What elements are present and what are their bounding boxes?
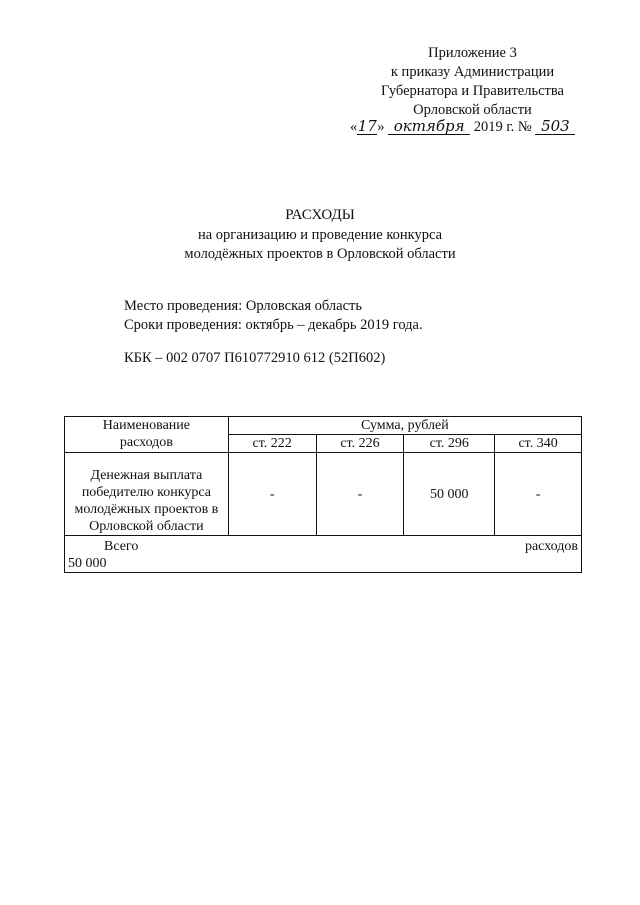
row-name-cell <box>65 453 229 536</box>
appendix-title: Приложение 3 <box>428 45 517 61</box>
header-col-340: ст. 340 <box>495 435 582 453</box>
document-subtitle-line1: на организацию и проведение конкурса <box>197 227 443 243</box>
date-day-handwritten: 17 <box>357 117 377 135</box>
order-number-handwritten: 503 <box>535 118 575 135</box>
row-value-222: - <box>228 453 316 536</box>
date-year-number-label: 2019 г. № <box>473 119 532 135</box>
appendix-region-line: Орловской области <box>413 102 532 118</box>
document-subtitle-line2: молодёжных проектов в Орловской области <box>184 246 456 262</box>
header-col-226: ст. 226 <box>316 435 404 453</box>
row-value-226: - <box>316 453 404 536</box>
appendix-block <box>345 44 600 120</box>
total-label-right: расходов <box>524 539 578 554</box>
date-month-handwritten: октября <box>388 118 470 135</box>
event-period: Сроки проведения: октябрь – декабрь 2019 года. <box>124 317 423 333</box>
header-col-296: ст. 296 <box>404 435 495 453</box>
row-name-line: молодёжных проектов в <box>74 502 219 517</box>
header-sum-cell: Сумма, рублей <box>228 417 581 435</box>
appendix-order-line: к приказу Администрации <box>390 64 555 80</box>
row-name-line: победителю конкурса <box>81 485 211 500</box>
row-value-296: 50 000 <box>404 453 495 536</box>
total-label-left: Всего <box>104 539 139 554</box>
header-col-222: ст. 222 <box>228 435 316 453</box>
row-value-340: - <box>495 453 582 536</box>
table-total-row <box>65 536 582 573</box>
appendix-authority-line: Губернатора и Правительства <box>381 83 564 99</box>
order-date-line <box>350 118 575 136</box>
table-header-row <box>65 417 582 435</box>
total-cell <box>65 536 582 573</box>
expenses-table <box>64 416 582 573</box>
header-name-cell <box>65 417 229 453</box>
date-quote-close: » <box>377 119 385 135</box>
date-quote-open: « <box>350 119 358 135</box>
budget-code: КБК – 002 0707 П610772910 612 (52П602) <box>124 350 386 366</box>
event-place: Место проведения: Орловская область <box>124 298 362 314</box>
document-title: РАСХОДЫ <box>285 207 355 223</box>
row-name-line: Орловской области <box>89 519 204 534</box>
header-name-line2: расходов <box>119 435 173 450</box>
table-row <box>65 453 582 536</box>
row-name-line: Денежная выплата <box>90 468 203 483</box>
header-name-line1: Наименование <box>102 418 190 433</box>
total-value: 50 000 <box>68 556 107 571</box>
